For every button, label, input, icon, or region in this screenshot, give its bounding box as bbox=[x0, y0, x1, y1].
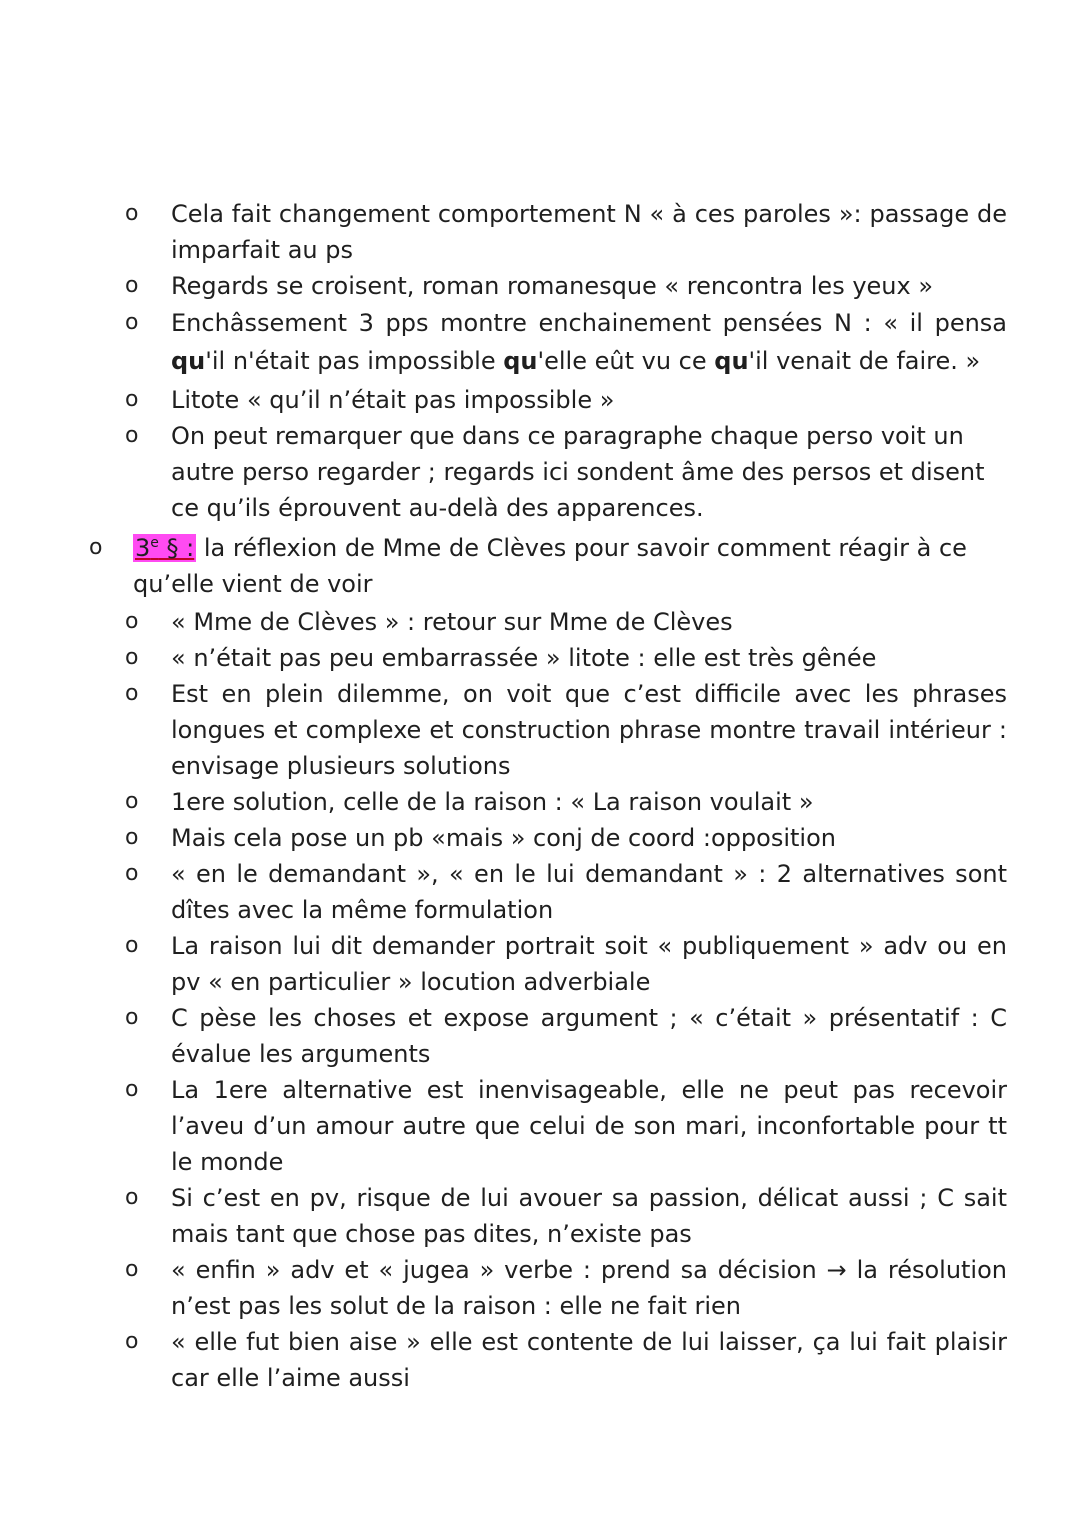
bullet-icon: o bbox=[125, 310, 139, 335]
item-text: Litote « qu’il n’était pas impossible » bbox=[171, 386, 615, 414]
bullet-icon: o bbox=[125, 825, 139, 850]
notes-list bbox=[0, 196, 1080, 1396]
bullet-icon: o bbox=[125, 861, 139, 886]
item-text: On peut remarquer que dans ce paragraphe chaque perso voit un autre perso regarder ; regards ici sondent âme des persos et disent ce qu’ils éprouvent au-delà des apparences. bbox=[171, 422, 985, 522]
section-heading-item bbox=[89, 530, 1007, 602]
bullet-icon: o bbox=[125, 645, 139, 670]
list-item bbox=[125, 1000, 1007, 1072]
item-text: 1ere solution, celle de la raison : « La raison voulait » bbox=[171, 788, 814, 816]
bullet-icon: o bbox=[125, 1005, 139, 1030]
bullet-icon: o bbox=[125, 1257, 139, 1282]
list-item bbox=[125, 676, 1007, 784]
bold-fragment: qu bbox=[714, 347, 749, 375]
bold-fragment: qu bbox=[503, 347, 538, 375]
list-item bbox=[125, 820, 1007, 856]
list-item bbox=[125, 1324, 1007, 1396]
bullet-icon: o bbox=[125, 423, 139, 448]
item-text: « enfin » adv et « jugea » verbe : prend sa décision → la résolution n’est pas les solut de la raison : elle ne fait rien bbox=[171, 1256, 1007, 1320]
item-text: Mais cela pose un pb «mais » conj de coord :opposition bbox=[171, 824, 836, 852]
bold-fragment: qu bbox=[171, 347, 206, 375]
item-text: Si c’est en pv, risque de lui avouer sa passion, délicat aussi ; C sait mais tant que chose pas dites, n’existe pas bbox=[171, 1184, 1007, 1248]
list-item bbox=[125, 856, 1007, 928]
item-text: Est en plein dilemme, on voit que c’est difficile avec les phrases longues et complexe et construction phrase montre travail intérieur : envisage plusieurs solutions bbox=[171, 680, 1007, 780]
list-item bbox=[125, 1252, 1007, 1324]
item-text: « Mme de Clèves » : retour sur Mme de Clèves bbox=[171, 608, 733, 636]
item-text: la réflexion de Mme de Clèves pour savoir comment réagir à ce qu’elle vient de voir bbox=[133, 534, 967, 598]
bullet-icon: o bbox=[89, 535, 103, 560]
item-text: Regards se croisent, roman romanesque « rencontra les yeux » bbox=[171, 272, 934, 300]
section-ordinal: e bbox=[150, 535, 159, 551]
section-number: 3 bbox=[135, 534, 151, 562]
item-text: La 1ere alternative est inenvisageable, elle ne peut pas recevoir l’aveu d’un amour autre que celui de son mari, inconfortable pour tt le monde bbox=[171, 1076, 1007, 1176]
bullet-icon: o bbox=[125, 681, 139, 706]
section-label-highlight bbox=[133, 534, 196, 562]
list-item bbox=[125, 382, 1007, 418]
list-item bbox=[125, 304, 1007, 380]
list-item bbox=[125, 1072, 1007, 1180]
item-text: 'elle eût vu ce bbox=[537, 347, 715, 375]
bullet-icon: o bbox=[125, 1329, 139, 1354]
item-text: « n’était pas peu embarrassée » litote : elle est très gênée bbox=[171, 644, 877, 672]
section-mark: § : bbox=[158, 534, 195, 562]
bullet-icon: o bbox=[125, 201, 139, 226]
item-text: « en le demandant », « en le lui demandant » : 2 alternatives sont dîtes avec la même formulation bbox=[171, 860, 1007, 924]
list-item bbox=[125, 784, 1007, 820]
bullet-icon: o bbox=[125, 273, 139, 298]
list-item bbox=[125, 196, 1007, 268]
item-text: Enchâssement 3 pps montre enchainement pensées N : « il pensa bbox=[171, 309, 1007, 337]
item-text: C pèse les choses et expose argument ; « c’était » présentatif : C évalue les arguments bbox=[171, 1004, 1007, 1068]
list-item bbox=[125, 928, 1007, 1000]
list-item bbox=[125, 418, 1007, 526]
list-item bbox=[125, 604, 1007, 640]
bullet-icon: o bbox=[125, 1185, 139, 1210]
bullet-icon: o bbox=[125, 1077, 139, 1102]
list-item bbox=[125, 268, 1007, 304]
item-text: La raison lui dit demander portrait soit « publiquement » adv ou en pv « en particulier » locution adverbiale bbox=[171, 932, 1007, 996]
item-text: 'il venait de faire. » bbox=[748, 347, 981, 375]
bullet-icon: o bbox=[125, 387, 139, 412]
bullet-icon: o bbox=[125, 609, 139, 634]
item-text: 'il n'était pas impossible bbox=[205, 347, 504, 375]
item-text: « elle fut bien aise » elle est contente de lui laisser, ça lui fait plaisir car elle l’aime aussi bbox=[171, 1328, 1007, 1392]
list-item bbox=[125, 640, 1007, 676]
bullet-icon: o bbox=[125, 789, 139, 814]
item-text: Cela fait changement comportement N « à ces paroles »: passage de imparfait au ps bbox=[171, 200, 1007, 264]
bullet-icon: o bbox=[125, 933, 139, 958]
list-item bbox=[125, 1180, 1007, 1252]
